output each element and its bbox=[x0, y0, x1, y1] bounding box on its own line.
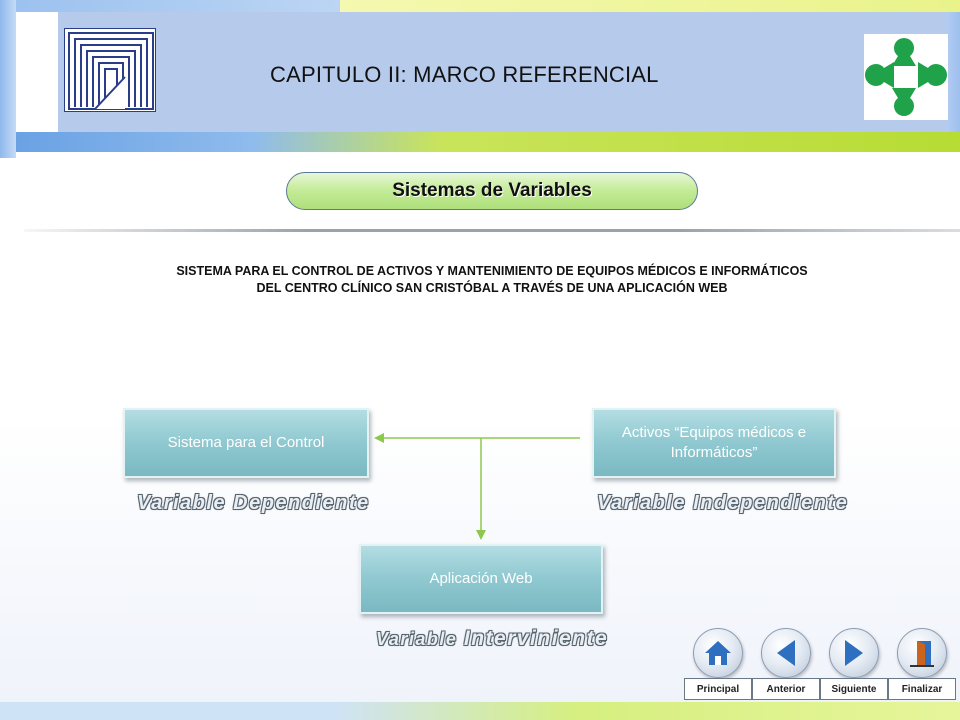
finalizar-label[interactable]: Finalizar bbox=[888, 678, 956, 700]
intervening-variable-text: Aplicación Web bbox=[429, 570, 533, 587]
independent-variable-box bbox=[592, 408, 836, 478]
intervening-label-word: Interviniente bbox=[463, 627, 609, 650]
independent-variable-text: Activos “Equipos médicos e Informáticos” bbox=[621, 424, 807, 461]
previous-arrow-icon[interactable] bbox=[761, 628, 811, 678]
footer-decoration bbox=[0, 702, 960, 720]
dependent-variable-box bbox=[123, 408, 369, 478]
principal-button[interactable] bbox=[684, 628, 752, 702]
home-icon[interactable] bbox=[693, 628, 743, 678]
exit-door-icon[interactable] bbox=[897, 628, 947, 678]
intervening-variable-box bbox=[359, 544, 603, 614]
project-title-line1: SISTEMA PARA EL CONTROL DE ACTIVOS Y MANTENIMIENTO DE EQUIPOS MÉDICOS E INFORMÁTICOS bbox=[176, 264, 808, 278]
finalizar-button[interactable] bbox=[888, 628, 956, 702]
dependent-variable-label: Variable Dependiente bbox=[137, 492, 370, 514]
siguiente-button[interactable] bbox=[820, 628, 888, 702]
dependent-variable-text: Sistema para el Control bbox=[167, 434, 325, 451]
section-title: Sistemas de Variables bbox=[392, 180, 592, 201]
anterior-label[interactable]: Anterior bbox=[752, 678, 820, 700]
independent-variable-label: Variable Independiente bbox=[597, 492, 849, 514]
next-arrow-icon[interactable] bbox=[829, 628, 879, 678]
intervening-variable-label bbox=[376, 627, 608, 651]
navigation-bar bbox=[684, 628, 956, 702]
principal-label[interactable]: Principal bbox=[684, 678, 752, 700]
page-title: CAPITULO II: MARCO REFERENCIAL bbox=[270, 62, 659, 87]
intervening-label-prefix: Variable bbox=[376, 629, 464, 649]
siguiente-label[interactable]: Siguiente bbox=[820, 678, 888, 700]
anterior-button[interactable] bbox=[752, 628, 820, 702]
project-title-line2: DEL CENTRO CLÍNICO SAN CRISTÓBAL A TRAVÉS DE UNA APLICACIÓN WEB bbox=[256, 281, 728, 295]
